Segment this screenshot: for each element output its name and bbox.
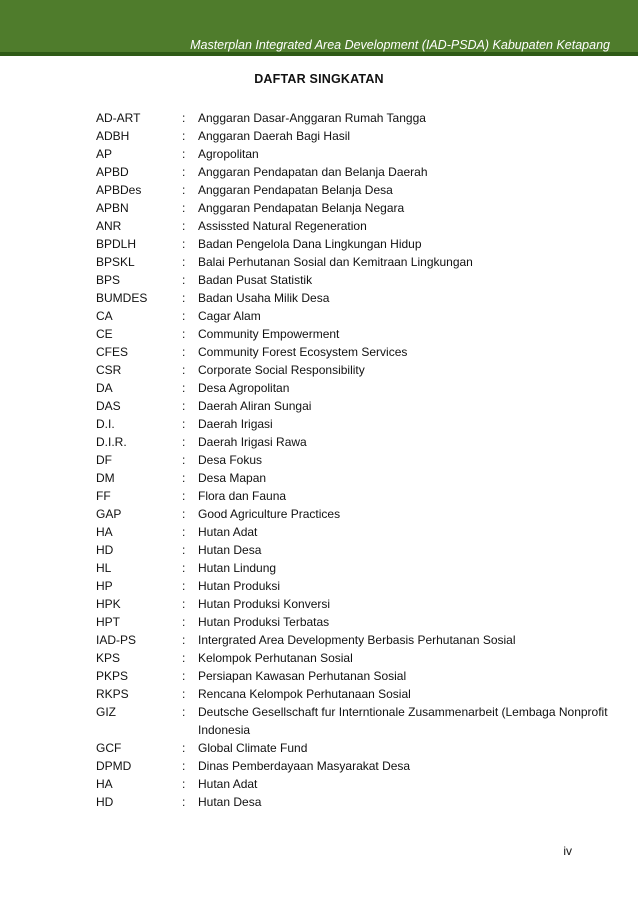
separator-colon: : [182, 129, 186, 143]
abbreviation-definition: Badan Pusat Statistik [198, 273, 313, 287]
abbreviation-definition: Global Climate Fund [198, 741, 308, 755]
abbreviation-term: AD-ART [96, 111, 141, 125]
separator-colon: : [182, 147, 186, 161]
separator-colon: : [182, 489, 186, 503]
separator-colon: : [182, 669, 186, 683]
abbreviation-term: APBD [96, 165, 129, 179]
abbreviation-term: DAS [96, 399, 121, 413]
abbreviation-term: IAD-PS [96, 633, 137, 647]
separator-colon: : [182, 687, 186, 701]
abbreviation-term: GCF [96, 741, 122, 755]
abbreviation-definition: Assissted Natural Regeneration [198, 219, 367, 233]
abbreviation-definition: Desa Fokus [198, 453, 263, 467]
abbreviation-row [96, 523, 616, 541]
abbreviation-row [96, 217, 616, 235]
abbreviation-term: GIZ [96, 705, 116, 719]
abbreviation-row [96, 541, 616, 559]
abbreviation-definition: Anggaran Dasar-Anggaran Rumah Tangga [198, 111, 426, 125]
abbreviation-definition: Hutan Produksi Konversi [198, 597, 331, 611]
abbreviation-definition: Hutan Adat [198, 525, 258, 539]
abbreviation-definition: Kelompok Perhutanan Sosial [198, 651, 353, 665]
abbreviation-term: BPSKL [96, 255, 135, 269]
abbreviation-row [96, 631, 616, 649]
abbreviation-row [96, 271, 616, 289]
abbreviation-definition: Intergrated Area Developmenty Berbasis Perhutanan Sosial [198, 633, 516, 647]
abbreviation-row [96, 289, 616, 307]
abbreviation-row [96, 127, 616, 145]
abbreviation-row [96, 775, 616, 793]
abbreviation-definition: Community Empowerment [198, 327, 340, 341]
abbreviation-definition: Daerah Irigasi Rawa [198, 435, 307, 449]
separator-colon: : [182, 201, 186, 215]
separator-colon: : [182, 399, 186, 413]
abbreviation-definition: Hutan Desa [198, 795, 262, 809]
separator-colon: : [182, 381, 186, 395]
separator-colon: : [182, 777, 186, 791]
abbreviation-definition: Dinas Pemberdayaan Masyarakat Desa [198, 759, 411, 773]
abbreviation-term: AP [96, 147, 113, 161]
abbreviation-definition: Persiapan Kawasan Perhutanan Sosial [198, 669, 407, 683]
abbreviation-term: ANR [96, 219, 122, 233]
abbreviation-definition: Community Forest Ecosystem Services [198, 345, 408, 359]
abbreviation-term: HA [96, 777, 113, 791]
abbreviation-row [96, 433, 616, 451]
header-band [0, 0, 638, 56]
abbreviation-definition: Desa Agropolitan [198, 381, 290, 395]
abbreviation-term: APBDes [96, 183, 142, 197]
separator-colon: : [182, 237, 186, 251]
abbreviation-row [96, 343, 616, 361]
abbreviation-term: CFES [96, 345, 129, 359]
separator-colon: : [182, 345, 186, 359]
abbreviation-definition: Anggaran Pendapatan Belanja Desa [198, 183, 393, 197]
abbreviation-definition: Badan Pengelola Dana Lingkungan Hidup [198, 237, 422, 251]
abbreviation-definition: Corporate Social Responsibility [198, 363, 365, 377]
header-title: Masterplan Integrated Area Development (IAD-PSDA) Kabupaten Ketapang [190, 38, 610, 52]
abbreviation-row [96, 703, 616, 739]
abbreviation-row [96, 649, 616, 667]
abbreviation-row [96, 505, 616, 523]
abbreviation-term: D.I.R. [96, 435, 127, 449]
abbreviation-row [96, 739, 616, 757]
abbreviation-row [96, 145, 616, 163]
separator-colon: : [182, 615, 186, 629]
abbreviation-definition: Good Agriculture Practices [198, 507, 341, 521]
separator-colon: : [182, 291, 186, 305]
abbreviation-row [96, 181, 616, 199]
abbreviation-term: CA [96, 309, 113, 323]
abbreviation-term: RKPS [96, 687, 129, 701]
abbreviation-term: HP [96, 579, 113, 593]
abbreviation-row [96, 109, 616, 127]
abbreviation-row [96, 793, 616, 811]
separator-colon: : [182, 525, 186, 539]
separator-colon: : [182, 741, 186, 755]
abbreviation-row [96, 235, 616, 253]
page-title: DAFTAR SINGKATAN [254, 72, 384, 86]
abbreviation-term: HL [96, 561, 112, 575]
abbreviation-row [96, 253, 616, 271]
abbreviation-definition: Daerah Aliran Sungai [198, 399, 312, 413]
separator-colon: : [182, 111, 186, 125]
abbreviation-term: BPS [96, 273, 121, 287]
abbreviation-term: APBN [96, 201, 129, 215]
abbreviation-list [96, 109, 616, 811]
abbreviation-term: PKPS [96, 669, 129, 683]
abbreviation-term: HD [96, 543, 114, 557]
abbreviation-row [96, 667, 616, 685]
separator-colon: : [182, 471, 186, 485]
abbreviation-row [96, 577, 616, 595]
abbreviation-row [96, 613, 616, 631]
abbreviation-definition: Cagar Alam [198, 309, 261, 323]
abbreviation-row [96, 451, 616, 469]
abbreviation-definition: Hutan Produksi Terbatas [198, 615, 330, 629]
separator-colon: : [182, 363, 186, 377]
page-number: iv [563, 844, 572, 858]
abbreviation-term: DA [96, 381, 113, 395]
separator-colon: : [182, 165, 186, 179]
abbreviation-term: DF [96, 453, 112, 467]
separator-colon: : [182, 183, 186, 197]
separator-colon: : [182, 435, 186, 449]
separator-colon: : [182, 309, 186, 323]
separator-colon: : [182, 705, 186, 719]
separator-colon: : [182, 633, 186, 647]
abbreviation-term: HPK [96, 597, 121, 611]
abbreviation-row [96, 469, 616, 487]
abbreviation-row [96, 685, 616, 703]
abbreviation-definition: Anggaran Pendapatan dan Belanja Daerah [198, 165, 428, 179]
abbreviation-term: HD [96, 795, 114, 809]
abbreviation-row [96, 379, 616, 397]
separator-colon: : [182, 795, 186, 809]
separator-colon: : [182, 453, 186, 467]
abbreviation-term: ADBH [96, 129, 130, 143]
abbreviation-term: BUMDES [96, 291, 148, 305]
abbreviation-definition: Hutan Desa [198, 543, 262, 557]
separator-colon: : [182, 417, 186, 431]
abbreviation-definition: Badan Usaha Milik Desa [198, 291, 330, 305]
separator-colon: : [182, 597, 186, 611]
abbreviation-row [96, 199, 616, 217]
separator-colon: : [182, 759, 186, 773]
abbreviation-term: DM [96, 471, 115, 485]
abbreviation-definition: Balai Perhutanan Sosial dan Kemitraan Lingkungan [198, 255, 473, 269]
separator-colon: : [182, 507, 186, 521]
abbreviation-term: CSR [96, 363, 122, 377]
separator-colon: : [182, 561, 186, 575]
separator-colon: : [182, 579, 186, 593]
separator-colon: : [182, 651, 186, 665]
abbreviation-definition: Daerah Irigasi [198, 417, 273, 431]
abbreviation-row [96, 595, 616, 613]
abbreviation-term: CE [96, 327, 113, 341]
separator-colon: : [182, 219, 186, 233]
abbreviation-term: DPMD [96, 759, 132, 773]
abbreviation-definition: Flora dan Fauna [198, 489, 287, 503]
abbreviation-definition: Rencana Kelompok Perhutanaan Sosial [198, 687, 411, 701]
abbreviation-definition: Anggaran Daerah Bagi Hasil [198, 129, 351, 143]
abbreviation-term: FF [96, 489, 111, 503]
abbreviation-row [96, 307, 616, 325]
abbreviation-term: KPS [96, 651, 121, 665]
abbreviation-definition: Hutan Lindung [198, 561, 277, 575]
abbreviation-definition: Deutsche Gesellschaft fur Interntionale Zusammenarbeit (Lembaga Nonprofit Indonesia [198, 705, 608, 737]
separator-colon: : [182, 273, 186, 287]
abbreviation-row [96, 487, 616, 505]
separator-colon: : [182, 255, 186, 269]
abbreviation-row [96, 397, 616, 415]
abbreviation-term: HA [96, 525, 113, 539]
abbreviation-term: BPDLH [96, 237, 137, 251]
separator-colon: : [182, 543, 186, 557]
abbreviation-definition: Hutan Produksi [198, 579, 281, 593]
separator-colon: : [182, 327, 186, 341]
abbreviation-row [96, 325, 616, 343]
abbreviation-row [96, 163, 616, 181]
abbreviation-definition: Agropolitan [198, 147, 259, 161]
abbreviation-row [96, 415, 616, 433]
abbreviation-definition: Anggaran Pendapatan Belanja Negara [198, 201, 405, 215]
abbreviation-row [96, 361, 616, 379]
abbreviation-definition: Hutan Adat [198, 777, 258, 791]
abbreviation-definition: Desa Mapan [198, 471, 267, 485]
abbreviation-term: GAP [96, 507, 122, 521]
abbreviation-term: D.I. [96, 417, 115, 431]
abbreviation-row [96, 757, 616, 775]
abbreviation-term: HPT [96, 615, 120, 629]
abbreviation-row [96, 559, 616, 577]
